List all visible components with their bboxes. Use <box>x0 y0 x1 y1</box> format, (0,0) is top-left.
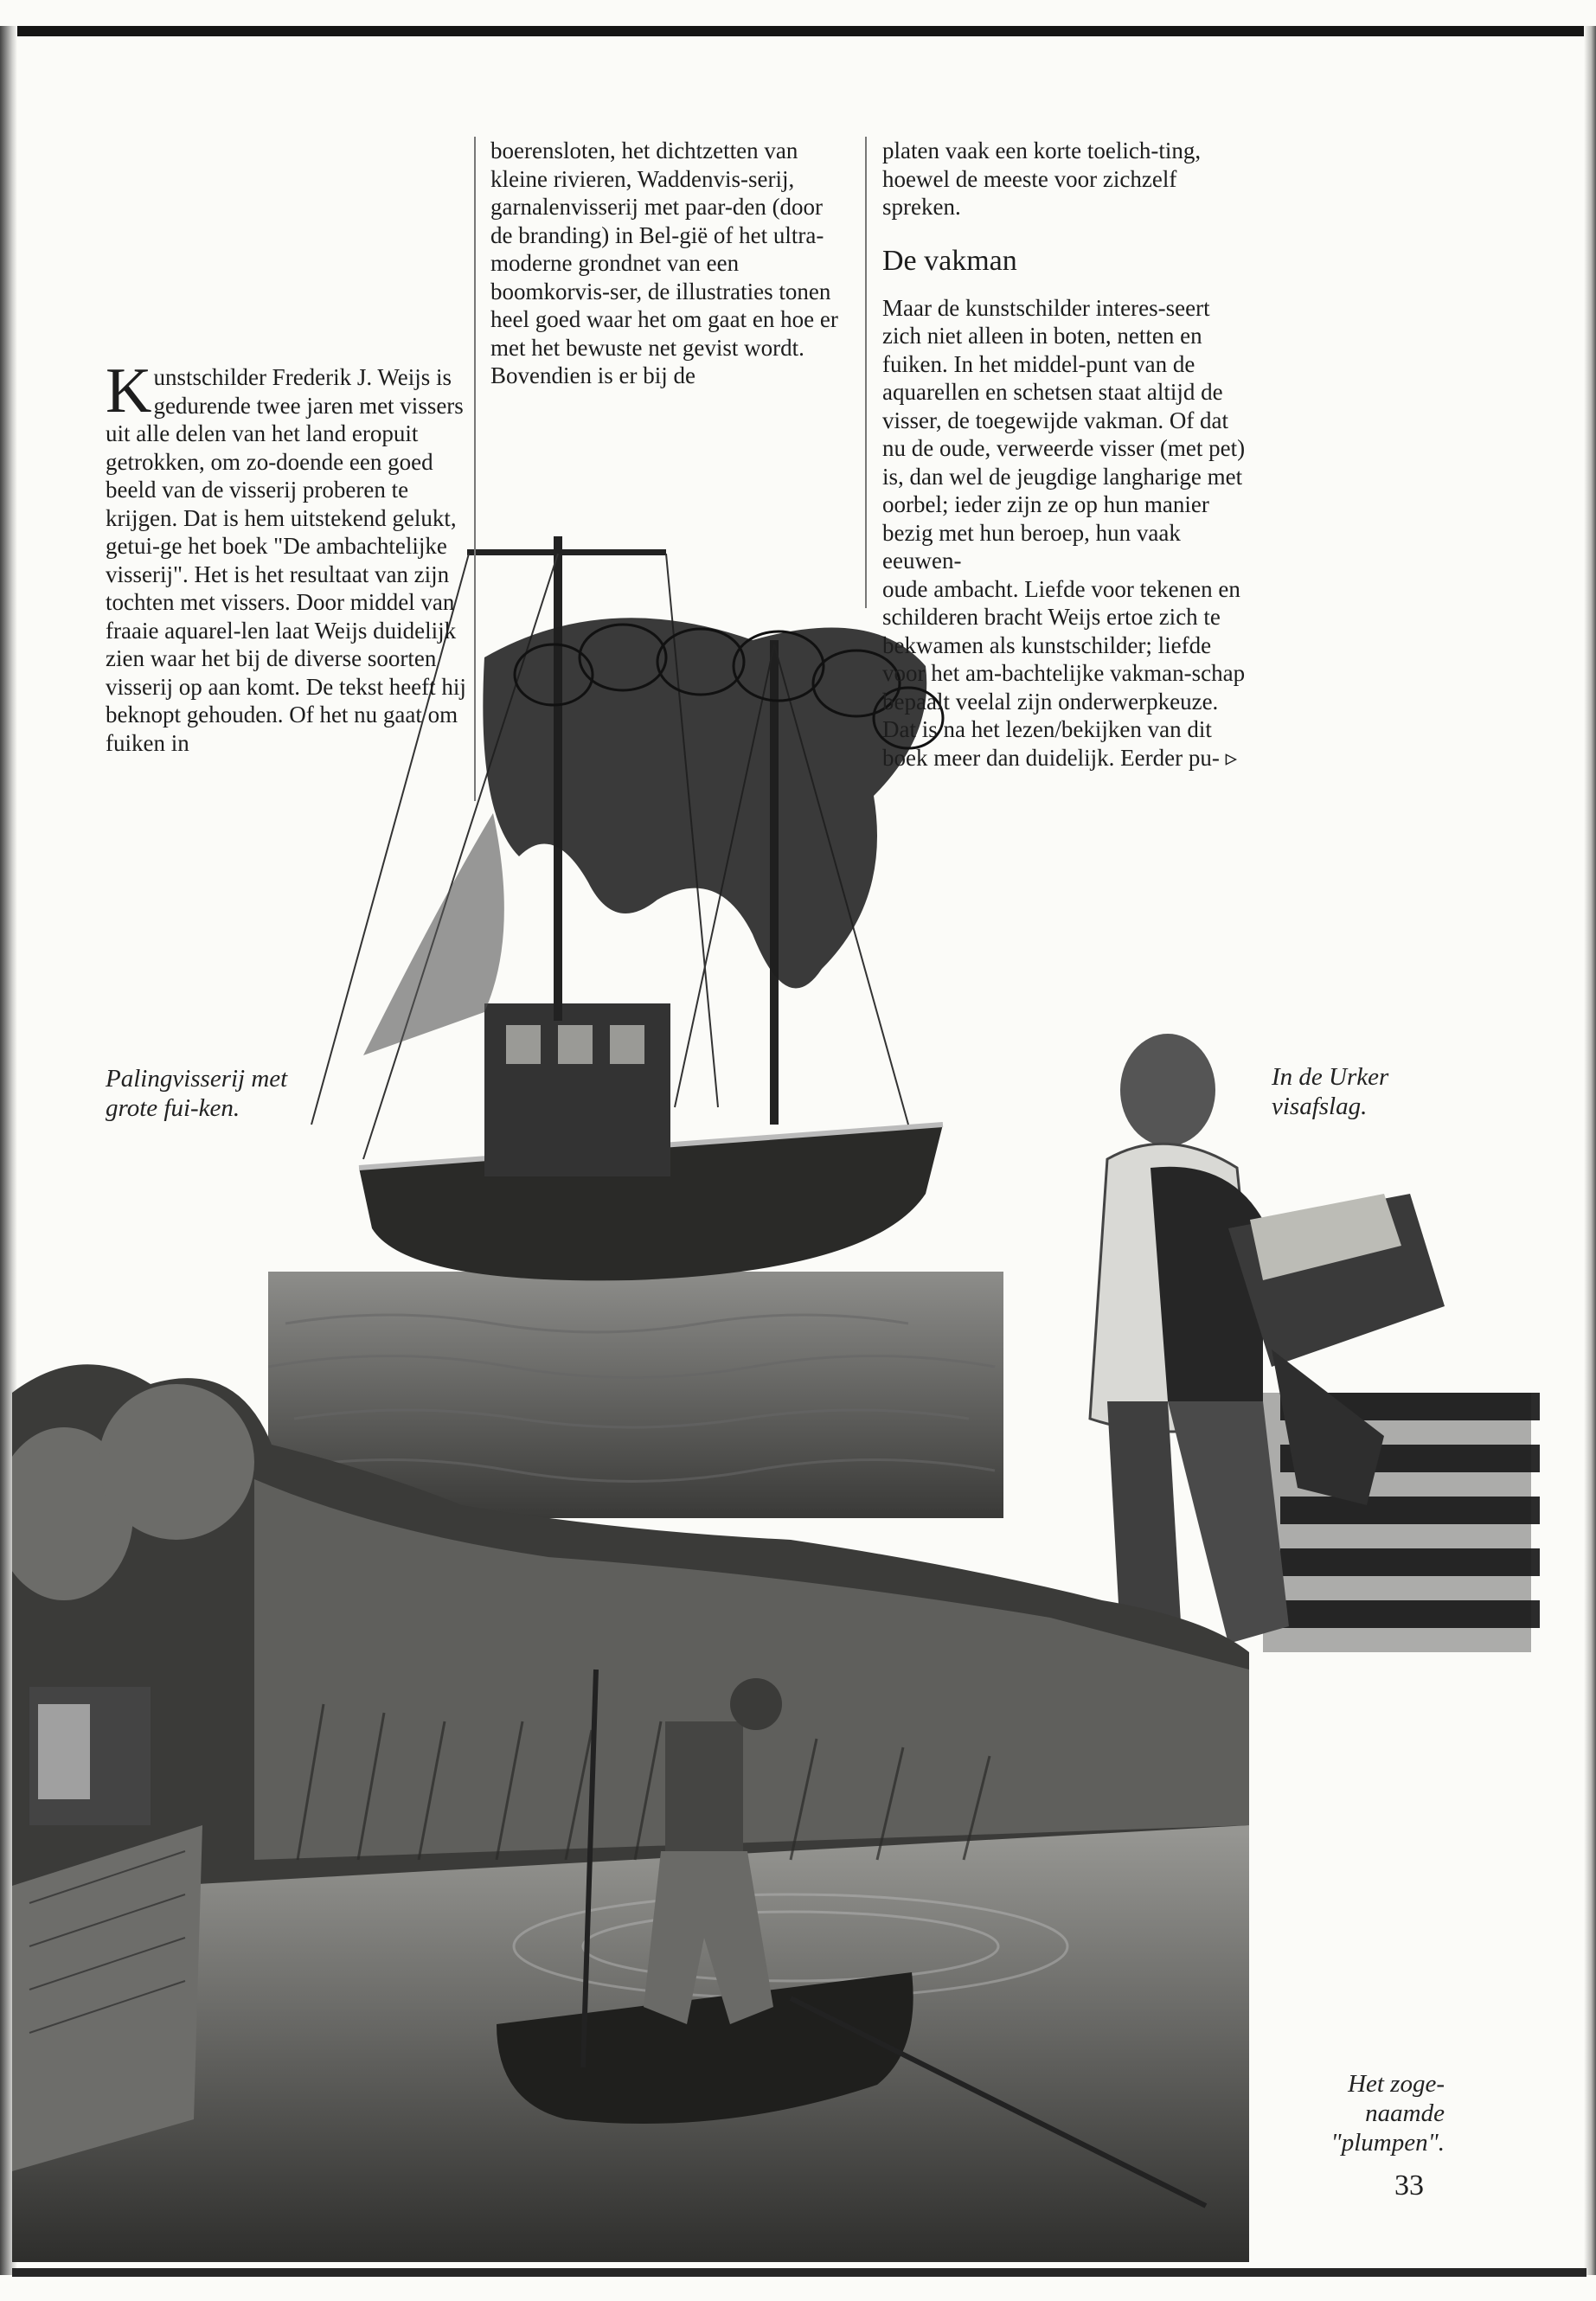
column-divider-2 <box>865 137 867 608</box>
caption-urk: In de Urker visafslag. <box>1272 1063 1389 1120</box>
section-heading: De vakman <box>882 244 1017 277</box>
article-column-2 <box>490 137 849 390</box>
article-column-1 <box>106 356 469 757</box>
river-punting-illustration <box>12 1341 1249 2262</box>
caption-ship: Palingvisserij met grote fui-ken. <box>106 1065 288 1122</box>
drop-cap: K <box>106 356 152 426</box>
column-3-intro: platen vaak een korte toelich-ting, hoewel de meeste voor zichzelf spreken. <box>882 138 1202 220</box>
caption-plumpen: Het zoge-naamde "plumpen". <box>1330 2070 1445 2157</box>
column-1-text: unstschilder Frederik J. Weijs is gedurende twee jaren met vissers uit alle delen van het land eropuit getrokken, om zo-doende een goed beeld van de visserij proberen te krijgen. Dat is hem uitstekend gelukt, getui-ge het boek "De ambachtelijke visserij". Het is het resultaat van zijn tochten met vissers. Door middel van fraaie aquarel-len laat Weijs duidelijk zien waar het bij de diverse soorten visserij op aan komt. De tekst heeft hij beknopt gehouden. Of het nu gaat om fuiken in <box>106 364 466 756</box>
column-2-text: boerensloten, het dichtzetten van kleine rivieren, Waddenvis-serij, garnalenvisserij met paar-den (door de branding) in Bel-gië of het ultra-moderne grondnet van een boomkorvis-ser, de illustraties tonen heel goed waar het om gaat en hoe er met het bewuste net gevist wordt. Bovendien is er bij de <box>490 138 838 388</box>
column-3-body: Maar de kunstschilder interes-seert zich niet alleen in boten, netten en fuiken. In het middel-punt van de aquarellen en schetsen staat altijd de visser, de toegewijde vakman. Of dat nu de oude, verweerde visser (met pet) is, dan wel de jeugdige langharige met oorbel; ieder zijn ze op hun manier bezig met hun beroep, hun vaak eeuwen- <box>882 294 1246 574</box>
article-column-3 <box>882 137 1246 772</box>
top-rule <box>12 26 1586 36</box>
page-edge-shadow <box>1584 26 1596 2275</box>
column-3-lower-text: oude ambacht. Liefde voor tekenen en schilderen bracht Weijs ertoe zich te bekwamen als kunstschilder; liefde voor het am-bachtelijke vakman-schap bepaalt veelal zijn onderwerpkeuze. Dat is na het lezen/bekijken van dit boek meer dan duidelijk. Eerder pu- ▹ <box>882 575 1246 771</box>
page-number: 33 <box>1394 2170 1424 2202</box>
bottom-rule <box>12 2268 1586 2277</box>
column-divider-1 <box>474 137 476 801</box>
